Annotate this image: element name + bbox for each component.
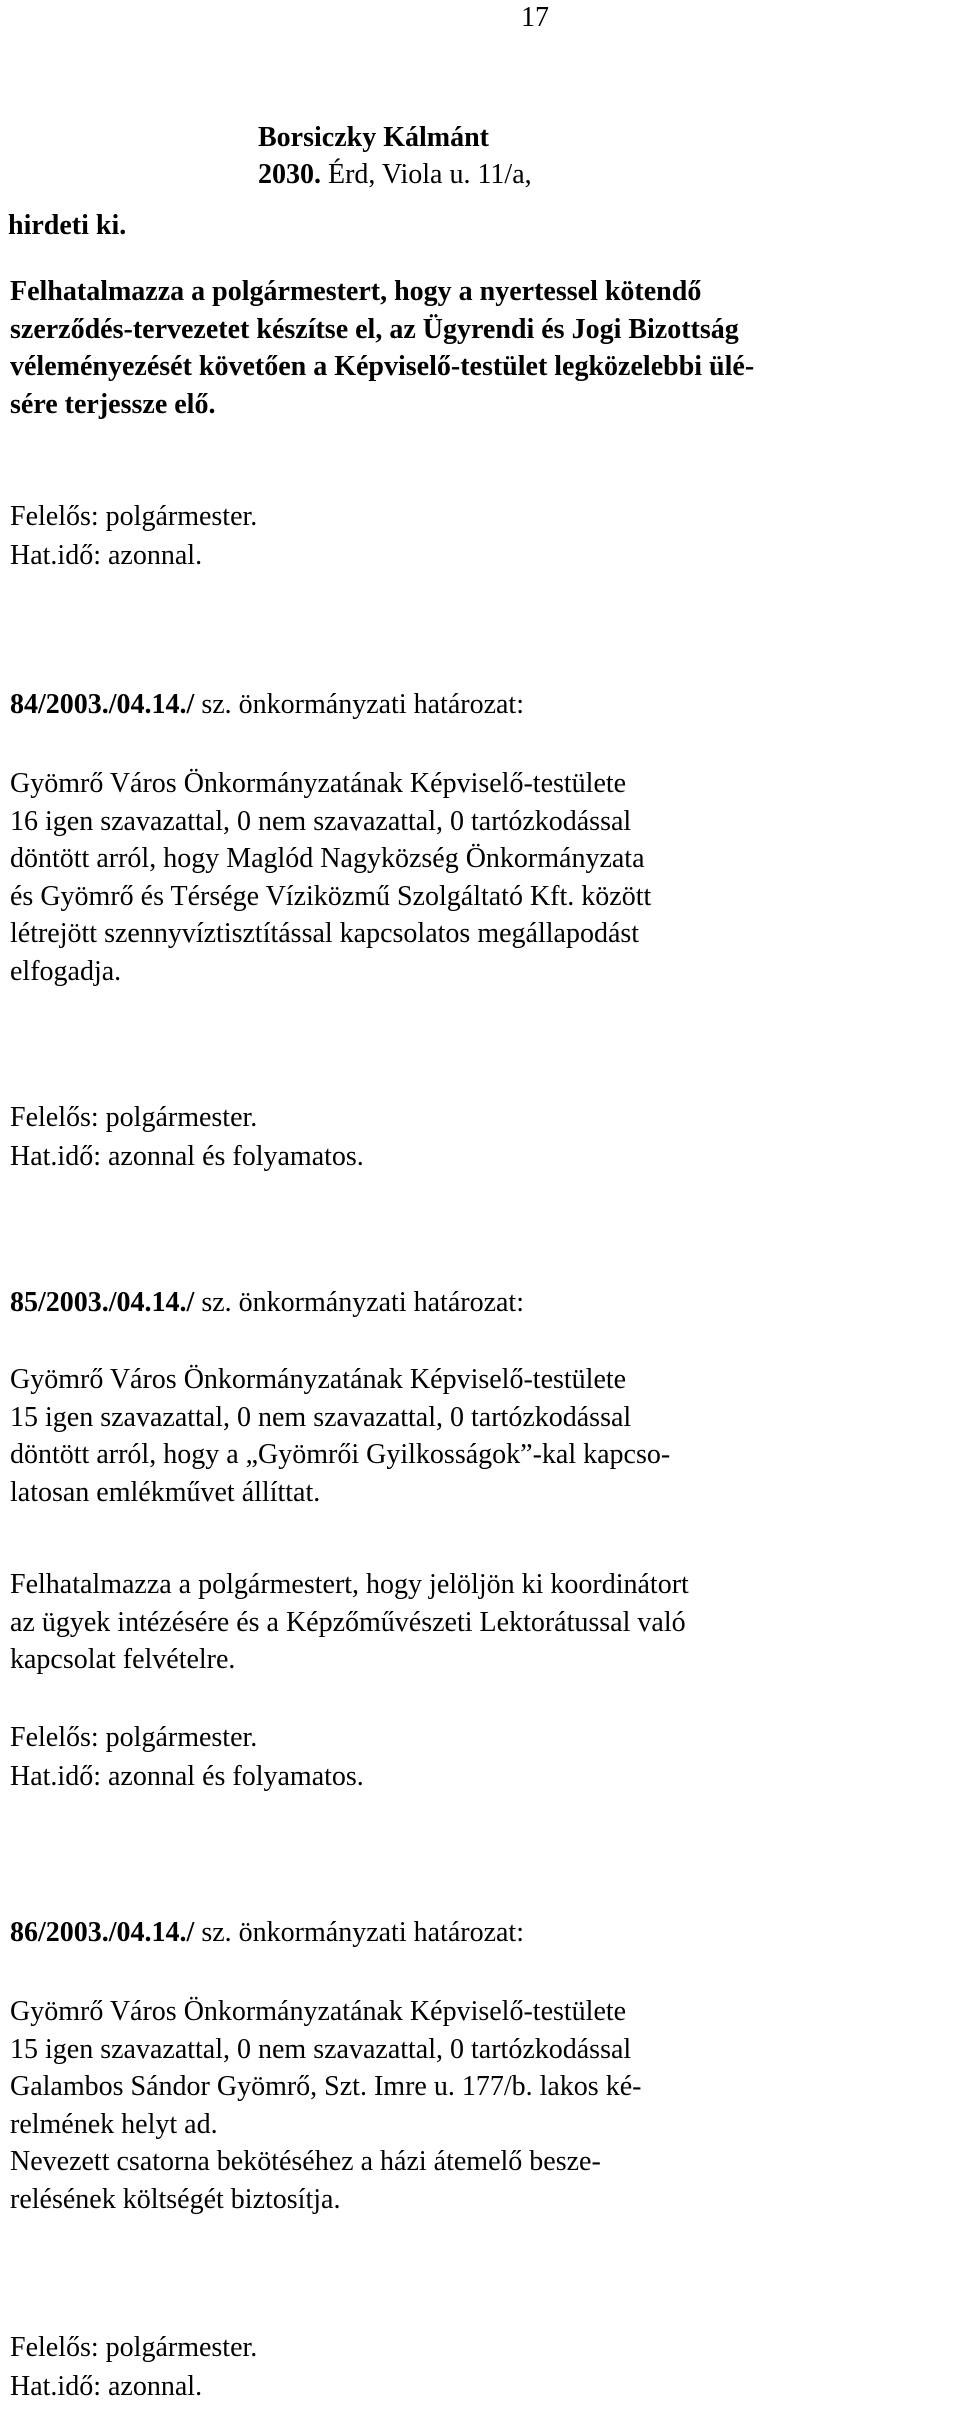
responsible-line: [10, 1099, 257, 1136]
decision-number: 86/2003./04.14./: [10, 1917, 195, 1948]
body-line: relmének helyt ad.: [10, 2108, 218, 2140]
deadline-label: Hat.idő:: [10, 1141, 101, 1172]
deadline-label: Hat.idő:: [10, 540, 101, 571]
deadline-line: [10, 537, 202, 574]
responsible-value: polgármester.: [105, 1102, 258, 1133]
decision-body: [10, 1361, 670, 1511]
responsible-label: Felelős:: [10, 1722, 99, 1753]
body-line: döntött arról, hogy a „Gyömrői Gyilkosságok”-kal kapcso-: [10, 1439, 671, 1470]
body-line: Nevezett csatorna bekötéséhez a házi átemelő besze-: [10, 2146, 601, 2177]
decision-body: [10, 1993, 641, 2218]
responsible-line: [10, 498, 257, 535]
responsible-line: [10, 2329, 257, 2366]
address-postcode: 2030.: [258, 159, 321, 190]
body-line: sére terjessze elő.: [10, 388, 216, 420]
decision-type: sz. önkormányzati határozat:: [201, 689, 524, 720]
decision-type: sz. önkormányzati határozat:: [201, 1287, 524, 1318]
deadline-value: azonnal.: [108, 540, 203, 571]
responsible-label: Felelős:: [10, 1102, 99, 1133]
recipient-address: [258, 157, 532, 193]
announcement-suffix: hirdeti ki.: [8, 210, 127, 241]
decision-number: 85/2003./04.14./: [10, 1287, 195, 1318]
decision-number: 84/2003./04.14./: [10, 689, 195, 720]
deadline-value: azonnal.: [108, 2371, 203, 2402]
body-line: Felhatalmazza a polgármestert, hogy a nyertessel kötendő: [10, 276, 702, 307]
responsible-label: Felelős:: [10, 2332, 99, 2363]
body-line: szerződés-tervezetet készítse el, az Ügyrendi és Jogi Bizottság: [10, 313, 739, 345]
body-line: és Gyömrő és Térsége Víziközmű Szolgáltató Kft. között: [10, 880, 652, 912]
responsible-value: polgármester.: [105, 2332, 258, 2363]
body-line: döntött arról, hogy Maglód Nagyközség Önkormányzata: [10, 843, 645, 874]
decision-heading: [10, 686, 524, 723]
body-line: latosan emlékművet állíttat.: [10, 1476, 321, 1508]
body-line: az ügyek intézésére és a Képzőművészeti Lektorátussal való: [10, 1606, 686, 1638]
deadline-line: [10, 1758, 364, 1795]
body-line: 15 igen szavazattal, 0 nem szavazattal, 0 tartózkodással: [10, 2033, 632, 2065]
body-line: Gyömrő Város Önkormányzatának Képviselő-testülete: [10, 1364, 627, 1395]
decision-type: sz. önkormányzati határozat:: [201, 1917, 524, 1948]
decision-heading: [10, 1914, 524, 1951]
responsible-label: Felelős:: [10, 501, 99, 532]
deadline-value: azonnal és folyamatos.: [108, 1761, 364, 1792]
deadline-label: Hat.idő:: [10, 2371, 101, 2402]
decision-body-authorization: [10, 1566, 689, 1679]
deadline-line: [10, 1138, 364, 1175]
body-line: Felhatalmazza a polgármestert, hogy jelöljön ki koordinátort: [10, 1569, 689, 1600]
body-line: elfogadja.: [10, 955, 122, 987]
body-line: 15 igen szavazattal, 0 nem szavazattal, 0 tartózkodással: [10, 1401, 632, 1433]
body-line: relésének költségét biztosítja.: [10, 2183, 341, 2215]
deadline-line: [10, 2368, 202, 2405]
deadline-value: azonnal és folyamatos.: [108, 1141, 364, 1172]
responsible-value: polgármester.: [105, 1722, 258, 1753]
resolution-body: [10, 273, 754, 423]
address-street: Érd, Viola u. 11/a,: [328, 159, 532, 190]
body-line: kapcsolat felvételre.: [10, 1644, 236, 1675]
responsible-value: polgármester.: [105, 501, 258, 532]
deadline-label: Hat.idő:: [10, 1761, 101, 1792]
body-line: Gyömrő Város Önkormányzatának Képviselő-testülete: [10, 768, 627, 799]
decision-body: [10, 765, 651, 990]
body-line: Gyömrő Város Önkormányzatának Képviselő-testülete: [10, 1996, 627, 2027]
body-line: létrejött szennyvíztisztítással kapcsolatos megállapodást: [10, 918, 640, 949]
body-line: véleményezését követően a Képviselő-testület legközelebbi ülé-: [10, 351, 755, 382]
responsible-line: [10, 1719, 257, 1756]
body-line: Galambos Sándor Gyömrő, Szt. Imre u. 177/b. lakos ké-: [10, 2071, 642, 2102]
decision-heading: [10, 1284, 524, 1321]
recipient-name: Borsiczky Kálmánt: [258, 122, 489, 153]
page-number: 17: [521, 2, 549, 33]
body-line: 16 igen szavazattal, 0 nem szavazattal, 0 tartózkodással: [10, 805, 632, 837]
